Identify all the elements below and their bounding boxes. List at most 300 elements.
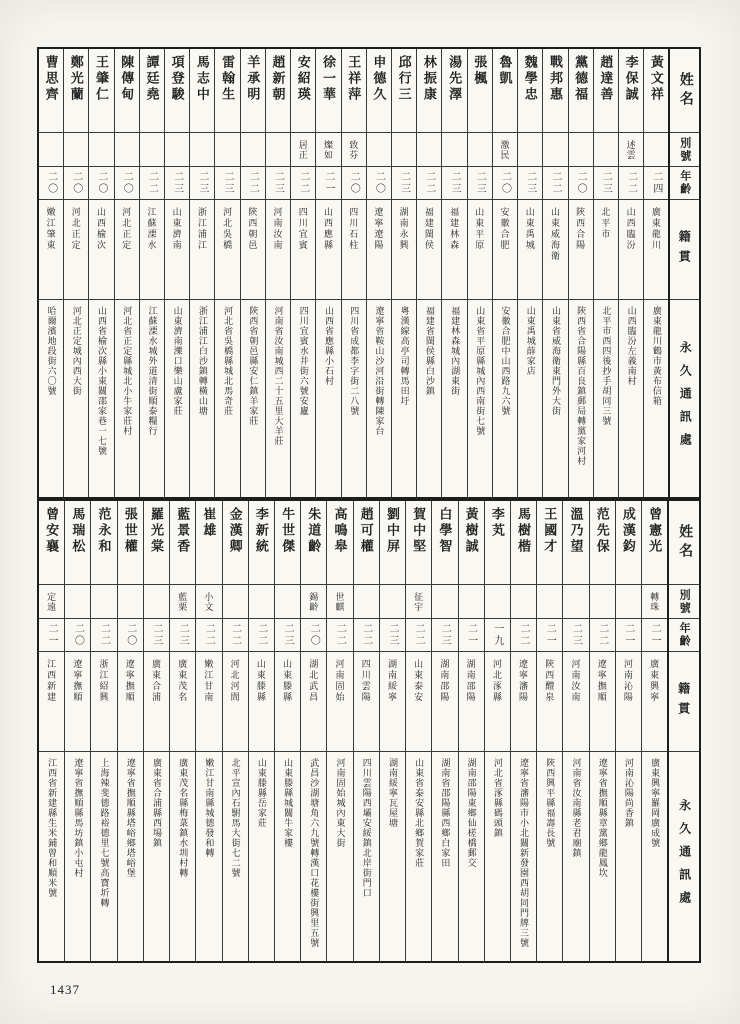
person-native: 河北涿縣	[485, 652, 510, 752]
person-address: 廣東龍川鶴市黃布信箱	[651, 306, 662, 406]
person-name: 邱行三	[392, 49, 416, 133]
person-column	[117, 501, 143, 961]
person-alias: 小文	[196, 585, 221, 619]
person-alias	[380, 585, 405, 619]
person-age: 二〇	[301, 619, 326, 652]
person-column	[441, 49, 466, 497]
person-column	[641, 501, 667, 961]
person-native: 遼寧撫順	[118, 652, 143, 752]
person-age: 二三	[275, 619, 300, 652]
column-header-name: 姓名	[670, 49, 699, 133]
person-address: 粵漢線高亭司轉馬田圩	[399, 306, 410, 406]
person-alias	[118, 585, 143, 619]
person-column	[114, 49, 139, 497]
person-address: 河南省汝南縣老君廟鎮	[571, 758, 582, 858]
person-native: 山東濟南	[165, 200, 189, 300]
person-native: 湖南邵陽	[432, 652, 457, 752]
person-name: 趙可權	[354, 501, 379, 585]
person-name: 李保誠	[619, 49, 643, 133]
person-age: 二〇	[64, 167, 88, 200]
person-native: 湖南永興	[392, 200, 416, 300]
person-alias	[644, 133, 668, 167]
person-column	[484, 501, 510, 961]
person-age: 二三	[190, 167, 214, 200]
person-column	[222, 501, 248, 961]
person-native: 江西新建	[39, 652, 64, 752]
person-address: 北平宣內石駙馬大街七二號	[230, 758, 241, 878]
person-name: 王國才	[537, 501, 562, 585]
person-name: 王祥萍	[342, 49, 366, 133]
person-column	[169, 501, 195, 961]
person-alias	[616, 585, 641, 619]
person-column	[139, 49, 164, 497]
person-name: 申德久	[367, 49, 391, 133]
person-name: 金漢卿	[223, 501, 248, 585]
person-age: 二二	[417, 167, 441, 200]
person-address: 四川雲陽西壩安綏鎮北岸街門口	[361, 758, 372, 898]
person-alias	[241, 133, 265, 167]
person-age: 二四	[644, 167, 668, 200]
person-address: 陝西省合陽縣百良鎮郵局轉黨家河村	[576, 306, 587, 466]
person-address: 河南固始城內東大街	[335, 758, 346, 848]
person-alias	[249, 585, 274, 619]
person-name: 馬樹楷	[511, 501, 536, 585]
person-address: 河南沁陽尚香鎮	[623, 758, 634, 828]
person-address: 山東滕縣城關牛家樓	[283, 758, 294, 848]
person-address: 福建省閩侯縣白沙鎮	[424, 306, 435, 396]
person-native: 遼寧撫順	[65, 652, 90, 752]
person-column	[615, 501, 641, 961]
person-address: 山東省威海衛東門外大街	[550, 306, 561, 416]
person-age: 二三	[442, 167, 466, 200]
person-address: 河北省涿縣碼頭鎮	[492, 758, 503, 838]
person-column	[64, 501, 90, 961]
person-native: 廣東龍川	[644, 200, 668, 300]
person-address: 福建林森城內湖東街	[450, 306, 461, 396]
person-native: 四川雲陽	[354, 652, 379, 752]
person-alias: 藍栗	[170, 585, 195, 619]
person-name: 曹思齊	[39, 49, 63, 133]
person-address: 四川宜賓水井街六號安廬	[298, 306, 309, 416]
person-address: 遼寧省鞍山沙河沿街轉陳家台	[374, 306, 385, 436]
person-address: 遼寧省瀋陽市小北關新發園西胡同門牌三號	[519, 758, 530, 948]
person-address: 湖南綏寧瓦屋塘	[387, 758, 398, 828]
person-alias	[594, 133, 618, 167]
person-column	[326, 501, 352, 961]
person-native: 山西臨汾	[619, 200, 643, 300]
person-column	[195, 501, 221, 961]
person-age: 二二	[91, 619, 116, 652]
person-alias	[91, 585, 116, 619]
person-column	[300, 501, 326, 961]
person-age: 二一	[39, 619, 64, 652]
person-native: 廣東興寧	[642, 652, 667, 752]
person-address: 哈爾濱地段街六〇號	[46, 306, 57, 396]
person-address: 北平市西四後抄手胡同三號	[601, 306, 612, 426]
person-name: 曾安襄	[39, 501, 64, 585]
person-address: 山東省平原縣城內西南街七號	[475, 306, 486, 436]
person-name: 成漢鈞	[616, 501, 641, 585]
person-age: 二三	[518, 167, 542, 200]
person-native: 嫩江甘南	[196, 652, 221, 752]
person-native: 遼寧瀋陽	[511, 652, 536, 752]
person-native: 四川石柱	[342, 200, 366, 300]
person-native: 河北吳橋	[215, 200, 239, 300]
person-age: 二三	[563, 619, 588, 652]
person-native: 山東禹城	[518, 200, 542, 300]
person-alias	[468, 133, 492, 167]
person-alias	[417, 133, 441, 167]
column-header-alias: 別號	[669, 585, 699, 619]
person-name: 張世權	[118, 501, 143, 585]
person-name: 黨德福	[569, 49, 593, 133]
person-column	[517, 49, 542, 497]
person-column	[164, 49, 189, 497]
person-column	[431, 501, 457, 961]
person-name: 劉中屏	[380, 501, 405, 585]
person-alias	[354, 585, 379, 619]
person-name: 范永和	[91, 501, 116, 585]
person-native: 廣東茂名	[170, 652, 195, 752]
person-column	[536, 501, 562, 961]
person-age: 二三	[144, 619, 169, 652]
person-column	[63, 49, 88, 497]
person-name: 牛世傑	[275, 501, 300, 585]
person-native: 四川宜賓	[291, 200, 315, 300]
person-age: 二〇	[569, 167, 593, 200]
person-name: 高鳴皋	[327, 501, 352, 585]
person-name: 魏學忠	[518, 49, 542, 133]
person-address: 湖南省邵陽縣西鄉白家田	[440, 758, 451, 868]
person-address: 遼寧省撫順縣塔峪鄉塔峪堡	[125, 758, 136, 878]
person-native: 遼寧撫順	[590, 652, 615, 752]
person-column	[366, 49, 391, 497]
person-name: 朱道齡	[301, 501, 326, 585]
person-alias	[442, 133, 466, 167]
person-native: 山東滕縣	[249, 652, 274, 752]
person-alias	[518, 133, 542, 167]
person-alias	[64, 133, 88, 167]
person-address: 江蘇溧水城外道清街順泰糧行	[147, 306, 158, 436]
column-header-address: 永久通訊處	[678, 341, 693, 456]
person-native: 山西應縣	[316, 200, 340, 300]
person-name: 徐一華	[316, 49, 340, 133]
person-alias	[140, 133, 164, 167]
person-name: 范先保	[590, 501, 615, 585]
column-header-alias: 別號	[670, 133, 699, 167]
directory-tables	[37, 47, 701, 963]
person-native: 河北正定	[115, 200, 139, 300]
person-age: 二一	[316, 167, 340, 200]
directory-table-top	[37, 47, 701, 499]
person-column	[265, 49, 290, 497]
person-name: 戰邦惠	[543, 49, 567, 133]
person-age: 二二	[590, 619, 615, 652]
person-alias	[511, 585, 536, 619]
person-age: 二三	[468, 167, 492, 200]
person-name: 張楓	[468, 49, 492, 133]
person-name: 鄭光蘭	[64, 49, 88, 133]
person-age: 二二	[327, 619, 352, 652]
person-name: 馬志中	[190, 49, 214, 133]
person-column	[341, 49, 366, 497]
person-native: 湖北武昌	[301, 652, 326, 752]
person-column	[542, 49, 567, 497]
person-alias: 世麒	[327, 585, 352, 619]
person-address: 山東滕縣岳家莊	[256, 758, 267, 828]
person-column	[248, 501, 274, 961]
person-address: 山西臨汾左義南村	[626, 306, 637, 386]
person-alias	[537, 585, 562, 619]
person-native: 山東威海衛	[543, 200, 567, 300]
person-name: 譚廷堯	[140, 49, 164, 133]
person-native: 湖南綏寧	[380, 652, 405, 752]
person-alias	[590, 585, 615, 619]
person-column	[90, 501, 116, 961]
column-header-native: 籍貫	[669, 652, 699, 752]
person-age: 二二	[241, 167, 265, 200]
person-age: 二二	[249, 619, 274, 652]
person-address: 嫩江甘南縣城德發和轉	[204, 758, 215, 858]
person-alias	[543, 133, 567, 167]
person-name: 雷翰生	[215, 49, 239, 133]
person-name: 曾憲光	[642, 501, 667, 585]
person-native: 福建林森	[442, 200, 466, 300]
person-age: 二二	[291, 167, 315, 200]
person-column	[274, 501, 300, 961]
person-column	[618, 49, 643, 497]
column-header-name: 姓名	[669, 501, 699, 585]
person-address: 四川省成都李字街二八號	[349, 306, 360, 416]
header-column	[668, 49, 699, 497]
person-age: 一九	[485, 619, 510, 652]
person-name: 王肇仁	[89, 49, 113, 133]
person-column	[492, 49, 517, 497]
person-alias	[215, 133, 239, 167]
person-alias: 征宇	[406, 585, 431, 619]
person-alias	[65, 585, 90, 619]
person-native: 陝西醴泉	[537, 652, 562, 752]
person-age: 二三	[165, 167, 189, 200]
column-header-age: 年齡	[669, 619, 699, 652]
person-native: 山東平原	[468, 200, 492, 300]
person-alias: 致芬	[342, 133, 366, 167]
person-address: 山西省應縣小石村	[323, 306, 334, 386]
person-name: 賀中堅	[406, 501, 431, 585]
person-alias: 居正	[291, 133, 315, 167]
person-name: 羅光棠	[144, 501, 169, 585]
person-age: 二〇	[65, 619, 90, 652]
person-age: 二二	[223, 619, 248, 652]
person-age: 二一	[459, 619, 484, 652]
person-address: 遼寧省撫順縣章黨鄉龍鳳坎	[597, 758, 608, 878]
person-name: 陳傳甸	[115, 49, 139, 133]
column-header-native: 籍貫	[670, 200, 699, 300]
person-age: 二一	[537, 619, 562, 652]
person-alias	[563, 585, 588, 619]
person-alias: 激民	[493, 133, 517, 167]
person-alias	[459, 585, 484, 619]
person-age: 二三	[170, 619, 195, 652]
person-address: 廣東興寧羅岡廣成號	[650, 758, 661, 848]
person-name: 林振康	[417, 49, 441, 133]
person-column	[315, 49, 340, 497]
person-alias	[367, 133, 391, 167]
person-age: 二三	[432, 619, 457, 652]
person-alias: 定遠	[39, 585, 64, 619]
person-native: 河南汝南	[563, 652, 588, 752]
person-address: 陝西興平縣福壽長號	[545, 758, 556, 848]
person-native: 江蘇溧水	[140, 200, 164, 300]
person-age: 二三	[380, 619, 405, 652]
person-native: 福建閩侯	[417, 200, 441, 300]
person-age: 二二	[543, 167, 567, 200]
person-column	[510, 501, 536, 961]
person-address: 山東濟南濼口樂山盧家莊	[172, 306, 183, 416]
person-column	[214, 49, 239, 497]
person-name: 項登駿	[165, 49, 189, 133]
person-native: 山東泰安	[406, 652, 431, 752]
person-name: 黃文祥	[644, 49, 668, 133]
person-address: 遼寧省撫順縣馬坊鎮小屯村	[73, 758, 84, 878]
person-native: 廣東合浦	[144, 652, 169, 752]
person-alias: 錫齡	[301, 585, 326, 619]
person-name: 羊承明	[241, 49, 265, 133]
person-column	[405, 501, 431, 961]
person-alias	[485, 585, 510, 619]
person-name: 藍景香	[170, 501, 195, 585]
person-column	[88, 49, 113, 497]
person-name: 湯先澤	[442, 49, 466, 133]
person-alias	[392, 133, 416, 167]
person-name: 馬瑞松	[65, 501, 90, 585]
person-alias	[115, 133, 139, 167]
person-name: 趙新朝	[266, 49, 290, 133]
person-address: 河北省正定縣城北小牛家莊村	[122, 306, 133, 436]
person-column	[467, 49, 492, 497]
person-address: 山西省榆次縣小東關邵家巷一七號	[97, 306, 107, 456]
person-age: 二三	[215, 167, 239, 200]
person-age: 二二	[619, 167, 643, 200]
person-age: 二二	[196, 619, 221, 652]
person-age: 二三	[392, 167, 416, 200]
person-age: 二二	[511, 619, 536, 652]
person-address: 廣東省合浦縣西場鎮	[151, 758, 162, 848]
person-age: 二三	[266, 167, 290, 200]
person-address: 山東省泰安縣北鄉賀家莊	[414, 758, 425, 868]
person-address: 浙江浦江白沙鎮轉橫山塘	[197, 306, 208, 416]
person-column	[39, 49, 63, 497]
person-age: 二一	[642, 619, 667, 652]
page-number: 1437	[50, 982, 80, 997]
person-address: 河北正定城內西大街	[71, 306, 82, 396]
person-native: 浙江浦江	[190, 200, 214, 300]
person-address: 湖南邵陽東鄉仙槎橋郵交	[466, 758, 477, 868]
person-column	[568, 49, 593, 497]
person-age: 二三	[594, 167, 618, 200]
person-native: 山東滕縣	[275, 652, 300, 752]
person-name: 黃樹誠	[459, 501, 484, 585]
person-alias: 轉珠	[642, 585, 667, 619]
person-name: 崔雄	[196, 501, 221, 585]
person-age: 二〇	[118, 619, 143, 652]
person-address: 江西省新建縣生米鋪曾和順米號	[47, 758, 58, 898]
person-age: 二一	[616, 619, 641, 652]
person-column	[458, 501, 484, 961]
person-native: 河南汝南	[266, 200, 290, 300]
person-alias	[432, 585, 457, 619]
person-name: 溫乃望	[563, 501, 588, 585]
person-name: 安紹瑛	[291, 49, 315, 133]
person-alias	[89, 133, 113, 167]
person-alias	[275, 585, 300, 619]
person-address: 安徽合肥中山西路九六號	[500, 306, 511, 416]
person-native: 河北河間	[223, 652, 248, 752]
directory-table-bottom	[37, 499, 701, 963]
person-age: 二〇	[115, 167, 139, 200]
person-alias	[266, 133, 290, 167]
person-alias	[223, 585, 248, 619]
person-column	[562, 501, 588, 961]
person-address: 上海辣斐德路裕德里七號高寶圻轉	[99, 758, 110, 908]
person-name: 李芄	[485, 501, 510, 585]
person-native: 浙江紹興	[91, 652, 116, 752]
person-native: 河北正定	[64, 200, 88, 300]
person-address: 山東禹城薛家店	[525, 306, 536, 376]
person-native: 嫩江肇東	[39, 200, 63, 300]
person-age: 二〇	[342, 167, 366, 200]
person-native: 河南固始	[327, 652, 352, 752]
person-native: 遼寧遼陽	[367, 200, 391, 300]
person-column	[589, 501, 615, 961]
person-address: 河南省汝南城西二十五里大羊莊	[273, 306, 284, 446]
person-native: 陝西合陽	[569, 200, 593, 300]
person-native: 陝西朝邑	[241, 200, 265, 300]
person-age: 二二	[140, 167, 164, 200]
person-alias	[569, 133, 593, 167]
header-column	[667, 501, 699, 961]
column-header-address: 永久通訊處	[677, 799, 692, 914]
person-name: 白學智	[432, 501, 457, 585]
person-name: 趙達善	[594, 49, 618, 133]
person-address: 河北省吳橋縣城北馬奇莊	[223, 306, 234, 416]
person-alias	[39, 133, 63, 167]
person-column	[643, 49, 668, 497]
person-column	[391, 49, 416, 497]
person-alias	[144, 585, 169, 619]
person-native: 安徽合肥	[493, 200, 517, 300]
person-column	[39, 501, 64, 961]
person-column	[353, 501, 379, 961]
person-column	[416, 49, 441, 497]
person-column	[379, 501, 405, 961]
person-address: 武昌沙湖塘角六九號轉漢口花樓街興里五號	[309, 758, 320, 948]
person-native: 湖南邵陽	[459, 652, 484, 752]
person-age: 二〇	[367, 167, 391, 200]
person-age: 二〇	[89, 167, 113, 200]
person-column	[240, 49, 265, 497]
person-address: 廣東茂名縣梅菉鎮水圳村轉	[178, 758, 189, 878]
person-alias	[190, 133, 214, 167]
person-name: 李新統	[249, 501, 274, 585]
person-age: 二二	[406, 619, 431, 652]
person-name: 魯凱	[493, 49, 517, 133]
person-native: 山西榆次	[89, 200, 113, 300]
person-age: 二二	[354, 619, 379, 652]
person-age: 二〇	[493, 167, 517, 200]
person-age: 二〇	[39, 167, 63, 200]
person-native: 北平市	[594, 200, 618, 300]
